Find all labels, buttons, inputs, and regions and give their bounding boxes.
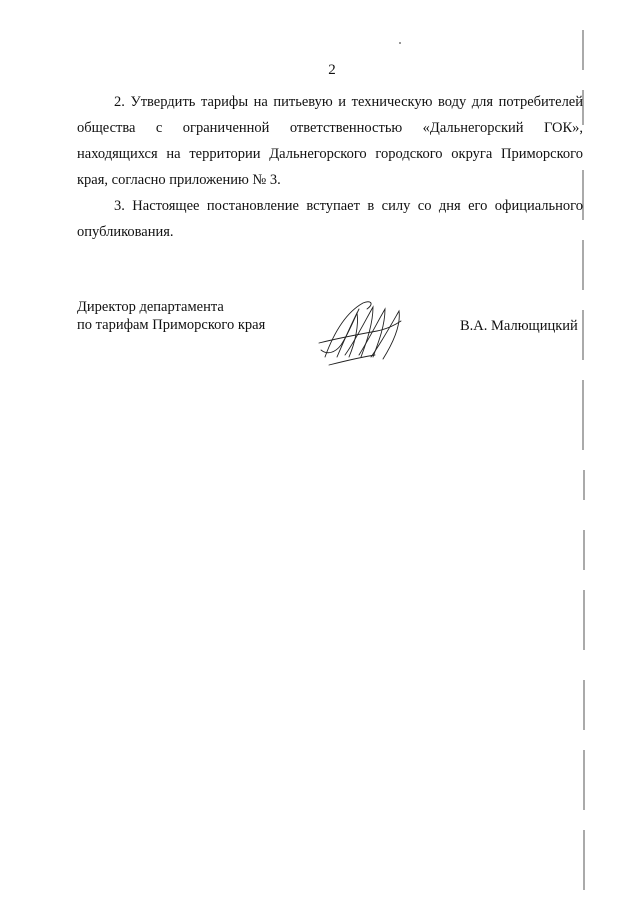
paragraph-2-line: края, согласно приложению № 3. [77,172,281,188]
paragraph-2-line: находящихся на территории Дальнегорского городского округа Приморского [77,146,583,162]
page-number: 2 [328,62,336,78]
signatory-title-line: по тарифам Приморского края [77,317,266,333]
scan-speck [399,42,401,44]
scan-edge-line [577,30,587,900]
paragraph-2 [77,89,583,193]
paragraph-3-line: 3. Настоящее постановление вступает в силу со дня его официального [114,198,583,214]
paragraph-3 [77,193,583,245]
paragraph-2-line: общества с ограниченной ответственностью «Дальнегорский ГОК», [77,120,583,136]
signatory-name: В.А. Малющицкий [460,318,578,334]
signatory-title-line: Директор департамента [77,299,224,315]
handwritten-signature [315,295,410,375]
paragraph-3-line: опубликования. [77,224,174,240]
signatory-title [77,298,265,334]
paragraph-2-line: 2. Утвердить тарифы на питьевую и техническую воду для потребителей [114,94,583,110]
